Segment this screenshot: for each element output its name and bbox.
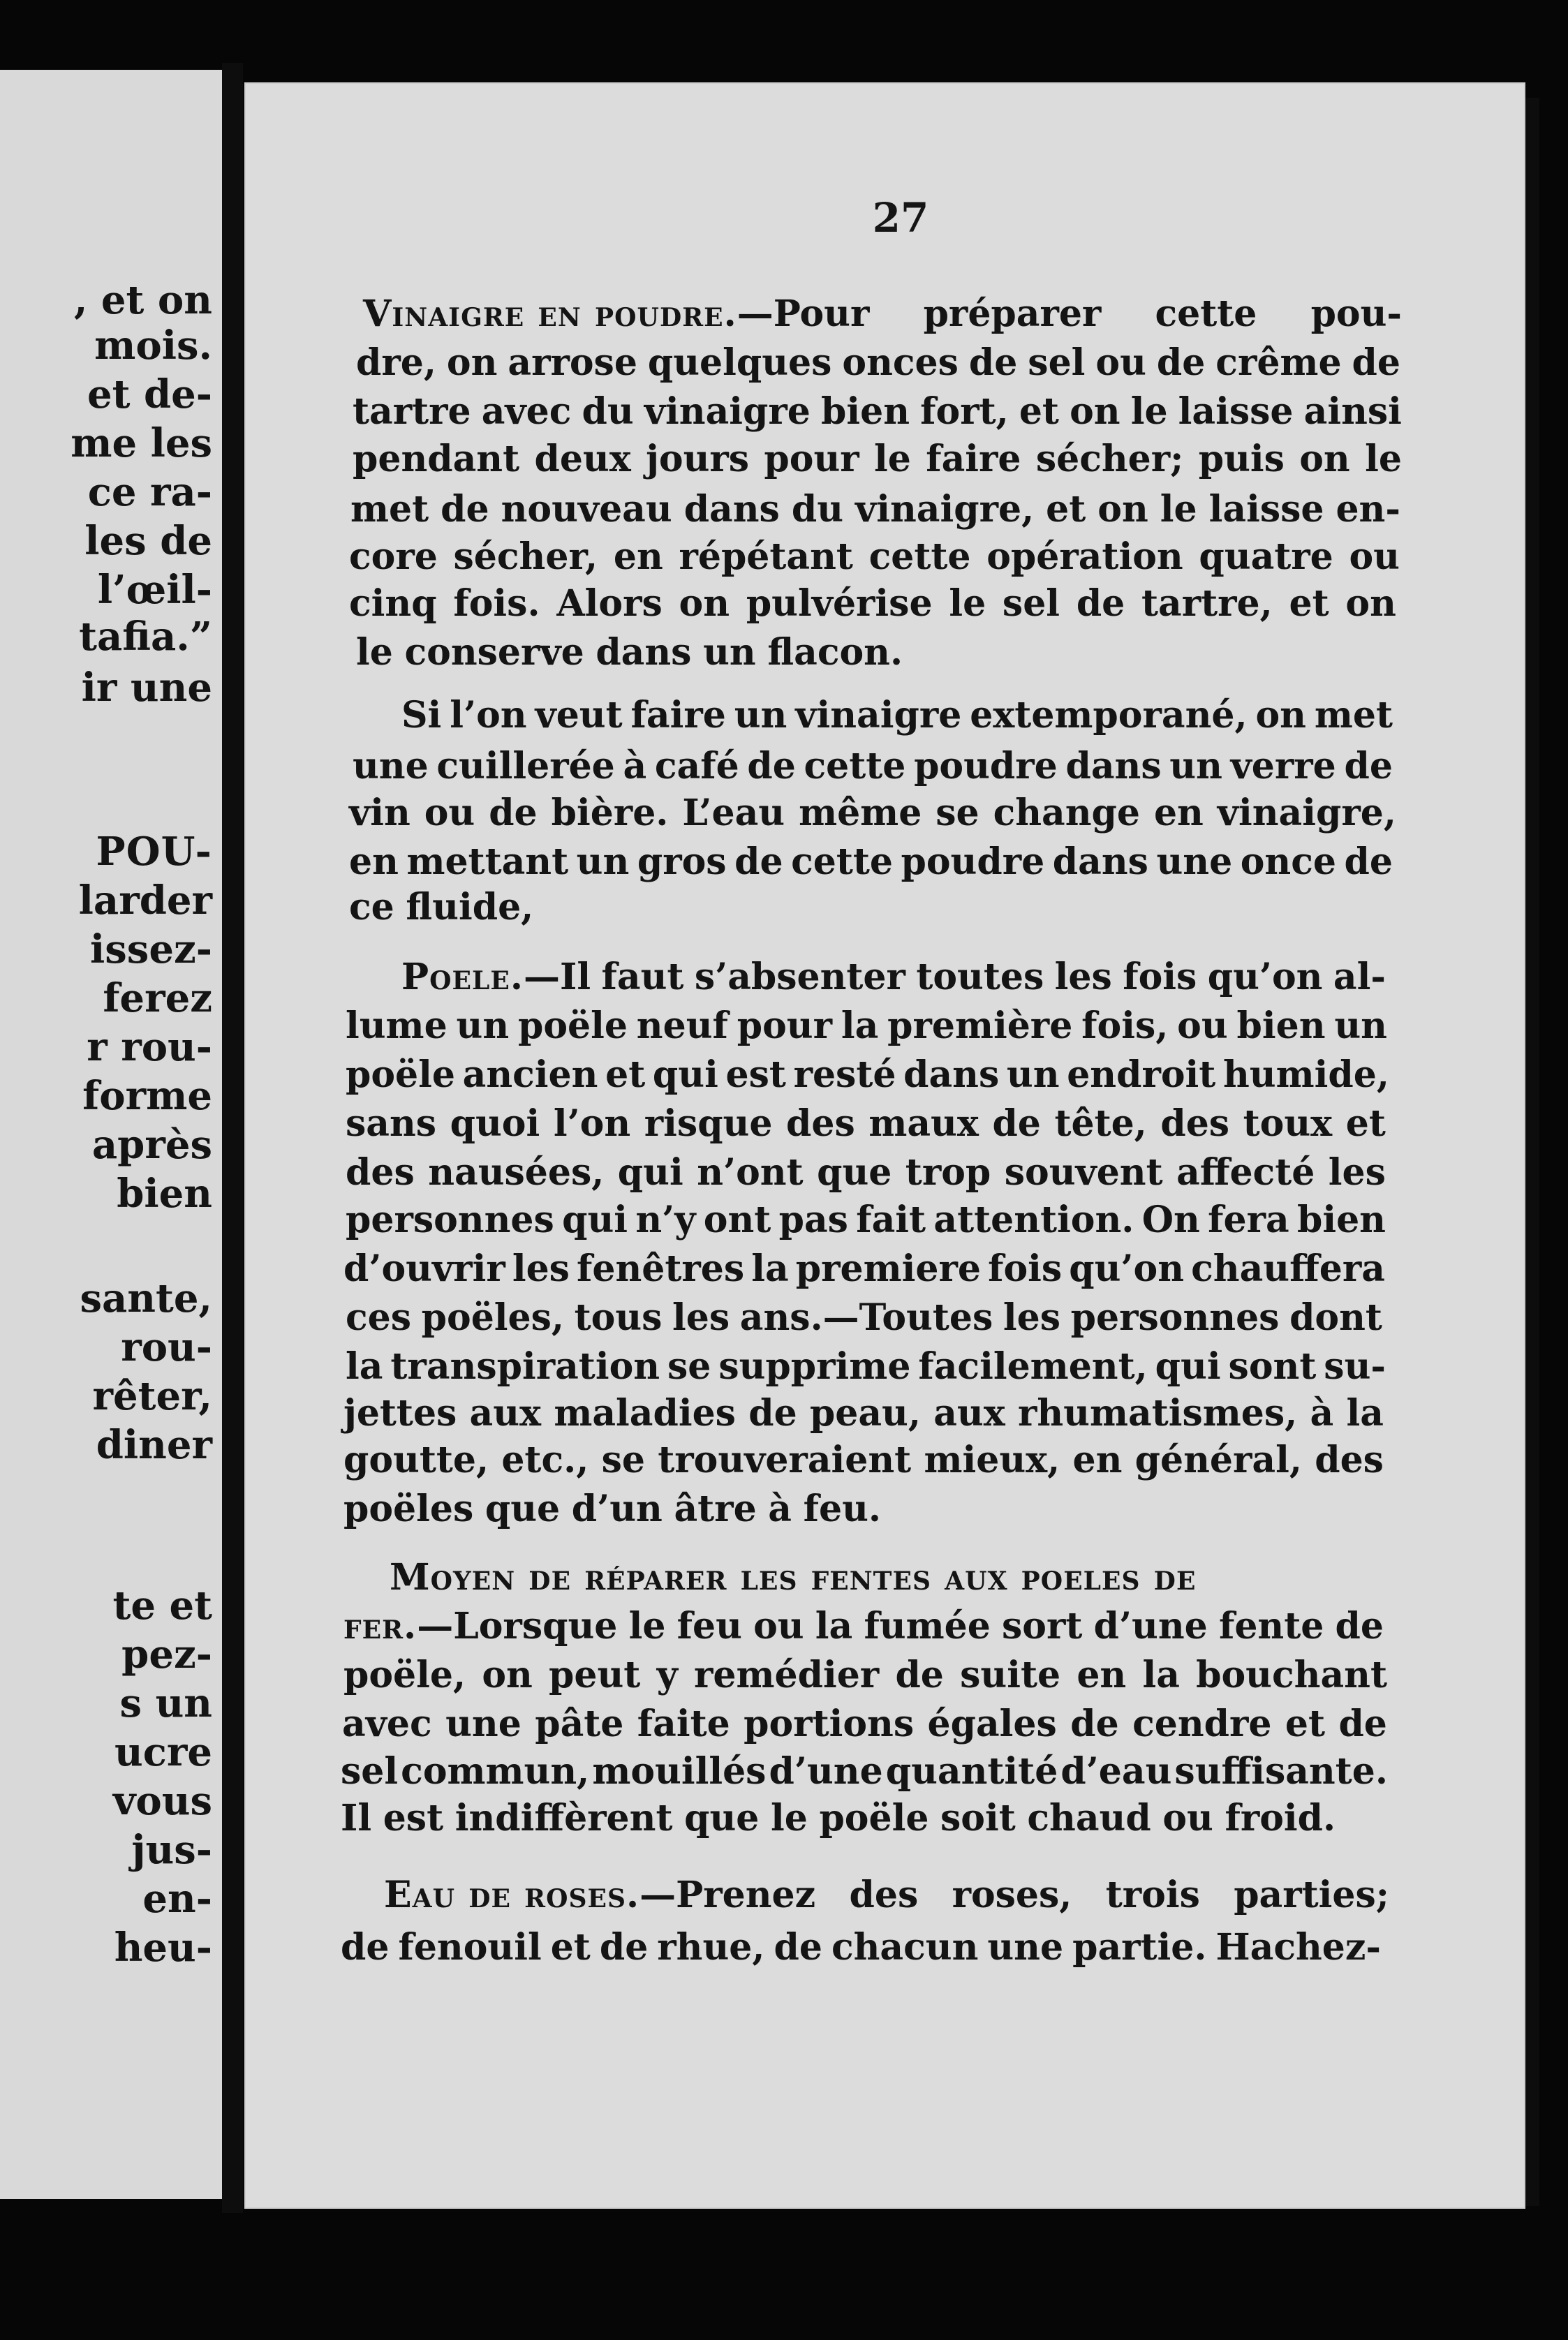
previous-page-line: POU- xyxy=(96,829,212,875)
text-line xyxy=(363,288,1402,340)
text-line xyxy=(341,1922,1381,1974)
text-segment: ces poëles, tous les ans.—Toutes les personnes dont xyxy=(346,1296,1382,1339)
text-segment: d’ouvrir les fenêtres la premiere fois qu’on chauffera xyxy=(343,1247,1385,1290)
text-segment: poële, on peut y remédier de suite en la bouchant xyxy=(343,1654,1387,1696)
previous-page-line: tafia.” xyxy=(79,614,212,660)
text-segment: jettes aux maladies de peau, aux rhumatismes, à la xyxy=(343,1392,1384,1435)
text-line xyxy=(343,1435,1384,1486)
text-segment: —Lorsque le feu ou la fumée sort d’une fente de xyxy=(417,1605,1384,1647)
text-segment: la transpiration se supprime facilement, qui sont su- xyxy=(346,1345,1386,1388)
text-segment: vin ou de bière. L’eau même se change en vinaigre, xyxy=(349,792,1396,834)
previous-page-line: heu- xyxy=(114,1925,212,1971)
previous-page-line: issez- xyxy=(90,926,212,972)
previous-page-line: ferez xyxy=(103,975,212,1021)
page-edge-shadow xyxy=(1525,98,1539,2206)
previous-page-line: s un xyxy=(119,1680,212,1726)
text-line xyxy=(353,741,1393,792)
text-line xyxy=(343,1601,1384,1652)
text-segment: cinq fois. Alors on pulvérise le sel de tartre, et on xyxy=(349,582,1396,625)
previous-page-line: diner xyxy=(96,1422,212,1468)
text-segment: le conserve dans un flacon. xyxy=(356,631,903,674)
previous-page-line: bien xyxy=(117,1171,212,1217)
text-line xyxy=(349,787,1396,839)
previous-page-line: ce ra- xyxy=(87,469,212,515)
text-line xyxy=(343,1388,1384,1439)
text-line xyxy=(401,951,1386,1003)
text-segment: —Pour préparer cette pou- xyxy=(737,292,1402,335)
previous-page-line: ir une xyxy=(81,665,212,711)
book-gutter xyxy=(222,63,243,2213)
previous-page-line: sante, xyxy=(80,1275,212,1321)
text-line xyxy=(349,882,628,933)
previous-page-line: mois. xyxy=(94,323,212,369)
previous-page-line: r rou- xyxy=(87,1024,212,1070)
text-line xyxy=(343,1650,1387,1701)
previous-page-line: les de xyxy=(84,518,212,564)
previous-page-line: l’œil- xyxy=(97,567,212,613)
previous-page-line: rou- xyxy=(121,1324,212,1370)
previous-page-line: me les xyxy=(71,420,212,466)
text-line xyxy=(350,484,1400,535)
text-line xyxy=(343,1243,1385,1295)
previous-page-line: larder xyxy=(78,878,212,924)
book-page xyxy=(244,82,1525,2209)
text-line xyxy=(384,1869,1389,1921)
previous-page-line: , et on xyxy=(73,277,212,323)
text-line xyxy=(346,1049,1389,1101)
section-heading: Vinaigre en poudre. xyxy=(363,292,737,335)
text-segment: Il est indiffèrent que le poële soit chaud ou froid. xyxy=(341,1797,1336,1839)
previous-page-fragment xyxy=(0,70,222,2199)
section-heading: Eau de roses. xyxy=(384,1874,640,1916)
text-line xyxy=(342,1698,1387,1750)
text-segment: des nausées, qui n’ont que trop souvent affecté les xyxy=(346,1151,1386,1194)
text-segment: —Il faut s’absenter toutes les fois qu’on al- xyxy=(524,956,1386,998)
previous-page-line: forme xyxy=(82,1073,212,1119)
text-segment: met de nouveau dans du vinaigre, et on le laisse en- xyxy=(350,488,1400,531)
text-segment: ce fluide, xyxy=(349,886,534,928)
text-line xyxy=(346,1194,1386,1246)
text-segment: poële ancien et qui est resté dans un endroit humide, xyxy=(346,1053,1389,1096)
text-segment: poëles que d’un âtre à feu. xyxy=(343,1488,881,1530)
text-segment: sans quoi l’on risque des maux de tête, des toux et xyxy=(346,1102,1386,1145)
previous-page-line: ucre xyxy=(114,1729,212,1775)
text-segment: en mettant un gros de cette poudre dans une once de xyxy=(349,841,1393,883)
text-line xyxy=(356,627,984,679)
text-segment: Si l’on veut faire un vinaigre extemporané, on met xyxy=(401,694,1393,736)
text-segment: tartre avec du vinaigre bien fort, et on le laisse ainsi xyxy=(353,390,1402,433)
previous-page-line: pez- xyxy=(121,1631,212,1678)
text-segment: avec une pâte faite portions égales de cendre et de xyxy=(342,1703,1387,1745)
text-segment: —Prenez des roses, trois parties; xyxy=(639,1874,1389,1916)
section-heading: Poele. xyxy=(401,956,524,998)
section-heading: fer. xyxy=(343,1605,417,1647)
text-line xyxy=(349,578,1396,630)
previous-page-line: rêter, xyxy=(92,1373,212,1419)
text-segment: core sécher, en répétant cette opération quatre ou xyxy=(349,535,1400,578)
text-segment: personnes qui n’y ont pas fait attention. On fera bien xyxy=(346,1199,1386,1241)
text-line xyxy=(346,1292,1382,1344)
text-line xyxy=(349,531,1400,583)
text-line xyxy=(353,386,1402,438)
text-segment: pendant deux jours pour le faire sécher; puis on le xyxy=(353,438,1402,480)
previous-page-line: te et xyxy=(112,1583,212,1629)
text-line xyxy=(401,690,1393,741)
page-number: 27 xyxy=(872,194,929,242)
text-line xyxy=(346,1147,1386,1199)
text-line xyxy=(349,836,1393,888)
text-line xyxy=(346,1000,1387,1052)
text-segment: une cuillerée à café de cette poudre dans un verre de xyxy=(353,745,1393,787)
text-segment: goutte, etc., se trouveraient mieux, en général, des xyxy=(343,1439,1384,1481)
previous-page-line: et de- xyxy=(87,371,212,417)
text-line xyxy=(346,1341,1386,1393)
text-line xyxy=(353,434,1402,485)
text-line xyxy=(390,1552,1384,1604)
text-segment: lume un poële neuf pour la première fois, ou bien un xyxy=(346,1005,1387,1047)
text-line xyxy=(346,1098,1386,1150)
section-heading: Moyen de réparer les fentes aux poeles de xyxy=(390,1556,1197,1599)
previous-page-line: vous xyxy=(112,1778,212,1824)
text-segment: dre, on arrose quelques onces de sel ou de crême de xyxy=(356,341,1400,384)
previous-page-line: en- xyxy=(142,1876,212,1922)
previous-page-line: après xyxy=(91,1122,212,1168)
text-segment: sel commun, mouillés d’une quantité d’eau suffisante. xyxy=(341,1750,1388,1793)
text-line xyxy=(343,1483,958,1535)
text-line xyxy=(341,1746,1388,1798)
text-segment: de fenouil et de rhue, de chacun une partie. Hachez- xyxy=(341,1926,1381,1969)
text-line xyxy=(356,337,1400,389)
previous-page-line: jus- xyxy=(131,1827,212,1873)
text-line xyxy=(341,1793,1336,1844)
